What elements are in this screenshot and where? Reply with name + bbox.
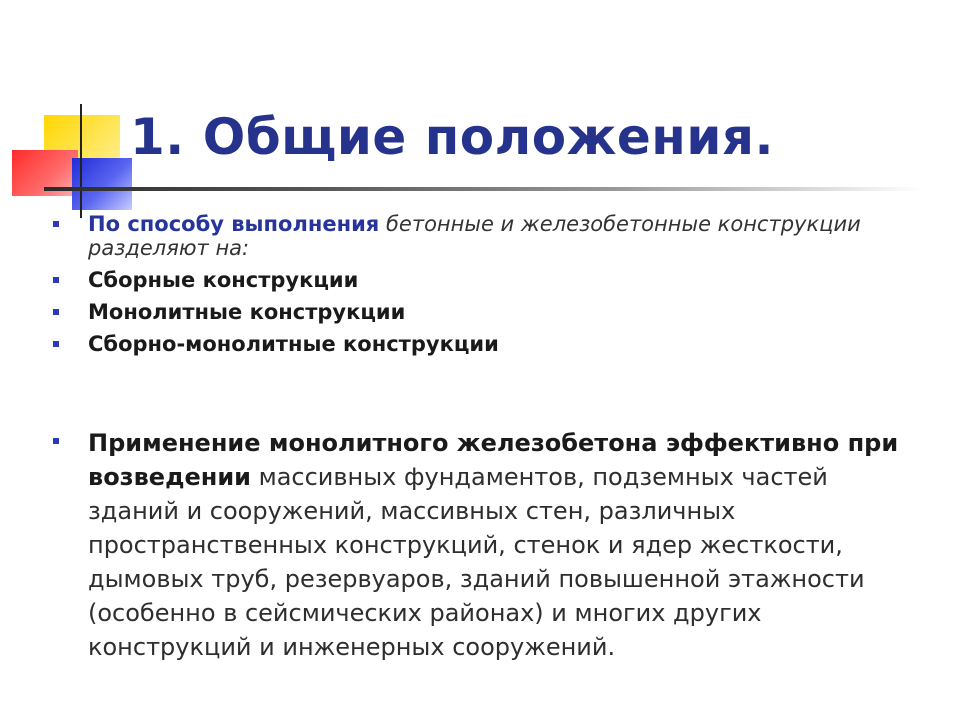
bullet-square-icon (53, 221, 59, 227)
type-label: Монолитные конструкции (88, 300, 406, 324)
decor-vertical-line (80, 104, 82, 218)
bullet-type-precast-monolithic (48, 332, 918, 356)
intro-lead: По способу выполнения (88, 212, 380, 236)
type-label: Сборные конструкции (88, 268, 359, 292)
type-label: Сборно-монолитные конструкции (88, 332, 499, 356)
intro-rest: бетонные и железобетонные конструкции разделяют на: (88, 212, 861, 260)
bullet-square-icon (53, 341, 59, 347)
bullet-intro (48, 212, 918, 260)
slide-title: 1. Общие положения. (130, 108, 774, 166)
slide-content (48, 212, 918, 664)
bullet-type-precast (48, 268, 918, 292)
title-underline (44, 187, 924, 191)
usage-rest: массивных фундаментов, подземных частей зданий и сооружений, массивных стен, различных пространственных конструкций, стенок и ядер жесткости, дымовых труб, резервуаров, зданий повышенной этажности (особенно в сейсмических районах) и многих других конструкций и инженерных сооружений. (88, 463, 865, 661)
bullet-square-icon (53, 277, 59, 283)
bullet-usage (48, 426, 918, 664)
bullet-square-icon (53, 438, 59, 444)
usage-lead: Применение монолитного железобетона эффективно при возведении (88, 429, 899, 491)
bullet-type-monolithic (48, 300, 918, 324)
bullet-square-icon (53, 309, 59, 315)
